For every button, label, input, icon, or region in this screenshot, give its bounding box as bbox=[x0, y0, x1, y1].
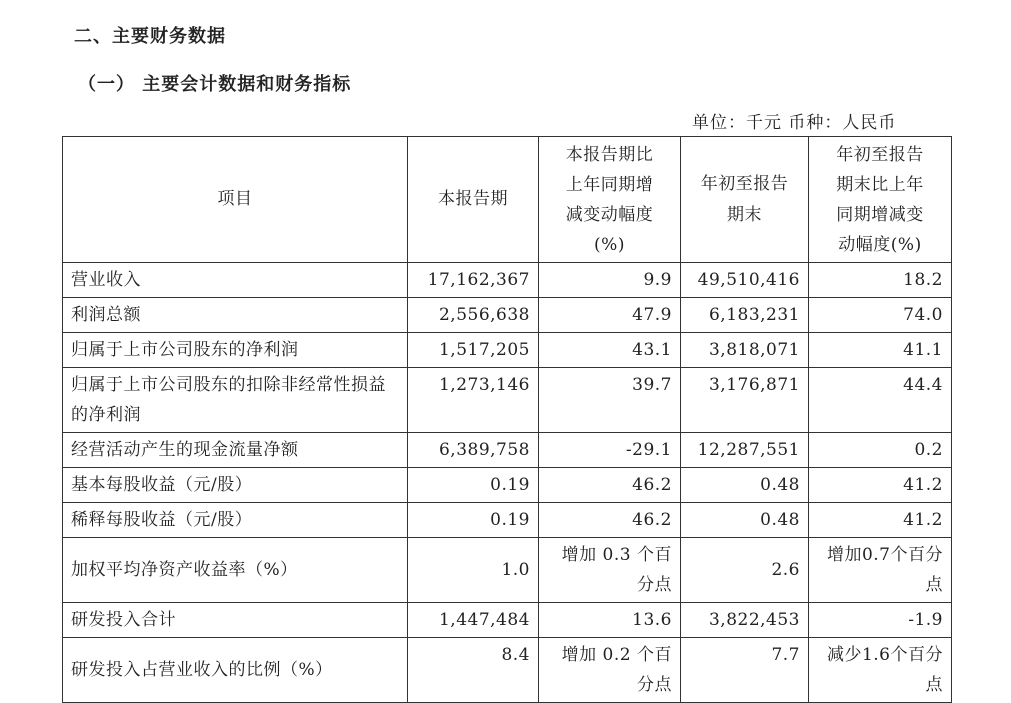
row-ytd-change: 41.2 bbox=[809, 503, 952, 538]
row-current-change: 9.9 bbox=[539, 263, 681, 298]
row-current-change: 47.9 bbox=[539, 298, 681, 333]
header-item: 项目 bbox=[63, 137, 408, 263]
row-current-value: 1.0 bbox=[408, 538, 539, 603]
table-row bbox=[63, 263, 952, 298]
row-current-value: 8.4 bbox=[408, 638, 539, 703]
row-ytd-value: 3,822,453 bbox=[681, 603, 809, 638]
header-current-change: 本报告期比 上年同期增 减变动幅度 (%) bbox=[539, 137, 681, 263]
table-row bbox=[63, 468, 952, 503]
row-current-value: 17,162,367 bbox=[408, 263, 539, 298]
table-row bbox=[63, 603, 952, 638]
table-row bbox=[63, 298, 952, 333]
table-row bbox=[63, 503, 952, 538]
row-current-change: 增加 0.2 个百分点 bbox=[539, 638, 681, 703]
subsection-title: （一） 主要会计数据和财务指标 bbox=[78, 74, 352, 95]
row-item-label: 研发投入合计 bbox=[63, 603, 408, 638]
financial-data-table bbox=[62, 136, 952, 703]
row-current-value: 1,447,484 bbox=[408, 603, 539, 638]
row-ytd-value: 0.48 bbox=[681, 468, 809, 503]
row-item-label: 利润总额 bbox=[63, 298, 408, 333]
row-current-value: 0.19 bbox=[408, 503, 539, 538]
unit-note: 单位：千元 币种：人民币 bbox=[692, 113, 897, 133]
row-ytd-value: 2.6 bbox=[681, 538, 809, 603]
row-item-label: 归属于上市公司股东的扣除非经常性损益的净利润 bbox=[63, 368, 408, 433]
row-item-label: 研发投入占营业收入的比例（%） bbox=[63, 638, 408, 703]
row-current-change: -29.1 bbox=[539, 433, 681, 468]
row-current-change: 46.2 bbox=[539, 503, 681, 538]
row-ytd-value: 12,287,551 bbox=[681, 433, 809, 468]
table-row bbox=[63, 368, 952, 433]
row-ytd-change: 41.1 bbox=[809, 333, 952, 368]
row-ytd-change: 44.4 bbox=[809, 368, 952, 433]
row-current-value: 1,273,146 bbox=[408, 368, 539, 433]
row-current-value: 1,517,205 bbox=[408, 333, 539, 368]
row-ytd-change: -1.9 bbox=[809, 603, 952, 638]
row-ytd-value: 49,510,416 bbox=[681, 263, 809, 298]
row-item-label: 经营活动产生的现金流量净额 bbox=[63, 433, 408, 468]
row-current-change: 39.7 bbox=[539, 368, 681, 433]
row-current-value: 0.19 bbox=[408, 468, 539, 503]
section-title: 二、主要财务数据 bbox=[74, 26, 226, 47]
row-current-change: 增加 0.3 个百分点 bbox=[539, 538, 681, 603]
header-ytd-change: 年初至报告 期末比上年 同期增减变 动幅度(%) bbox=[809, 137, 952, 263]
row-ytd-change: 74.0 bbox=[809, 298, 952, 333]
row-ytd-value: 0.48 bbox=[681, 503, 809, 538]
row-current-value: 2,556,638 bbox=[408, 298, 539, 333]
row-ytd-change: 0.2 bbox=[809, 433, 952, 468]
header-ytd: 年初至报告 期末 bbox=[681, 137, 809, 263]
row-item-label: 基本每股收益（元/股） bbox=[63, 468, 408, 503]
row-item-label: 归属于上市公司股东的净利润 bbox=[63, 333, 408, 368]
row-ytd-change: 41.2 bbox=[809, 468, 952, 503]
row-ytd-value: 3,176,871 bbox=[681, 368, 809, 433]
table-row bbox=[63, 333, 952, 368]
row-ytd-value: 7.7 bbox=[681, 638, 809, 703]
row-item-label: 加权平均净资产收益率（%） bbox=[63, 538, 408, 603]
row-ytd-value: 6,183,231 bbox=[681, 298, 809, 333]
row-current-change: 46.2 bbox=[539, 468, 681, 503]
row-current-change: 43.1 bbox=[539, 333, 681, 368]
row-ytd-change: 增加0.7个百分点 bbox=[809, 538, 952, 603]
row-item-label: 稀释每股收益（元/股） bbox=[63, 503, 408, 538]
table-row bbox=[63, 433, 952, 468]
header-current: 本报告期 bbox=[408, 137, 539, 263]
table-row bbox=[63, 538, 952, 603]
row-current-change: 13.6 bbox=[539, 603, 681, 638]
table-header-row bbox=[63, 137, 952, 263]
row-ytd-value: 3,818,071 bbox=[681, 333, 809, 368]
table-row bbox=[63, 638, 952, 703]
row-ytd-change: 减少1.6个百分点 bbox=[809, 638, 952, 703]
row-ytd-change: 18.2 bbox=[809, 263, 952, 298]
row-item-label: 营业收入 bbox=[63, 263, 408, 298]
row-current-value: 6,389,758 bbox=[408, 433, 539, 468]
